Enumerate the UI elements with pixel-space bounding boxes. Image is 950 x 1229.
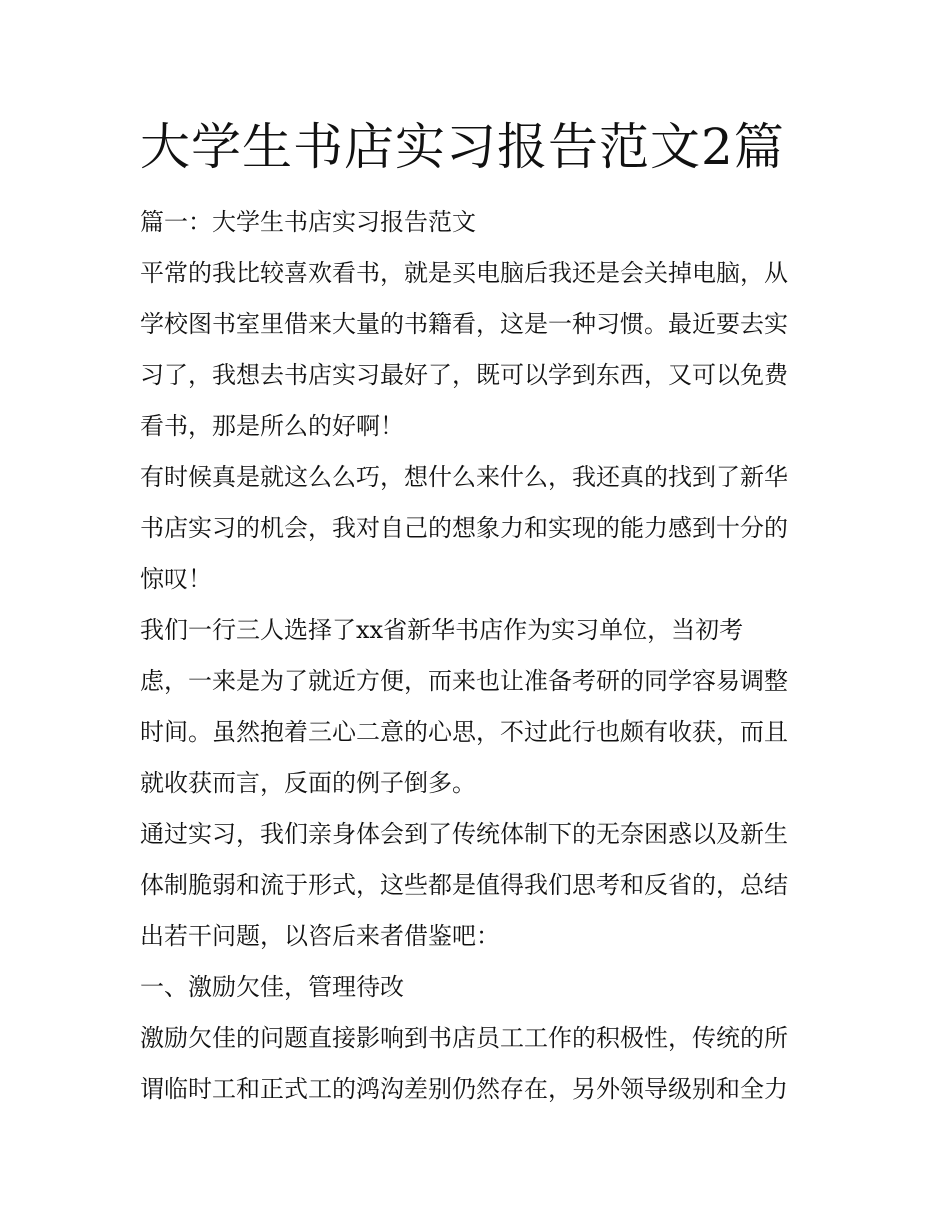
- document-title: 大学生书店实习报告范文2篇: [140, 118, 785, 176]
- body-line: 虑，一来是为了就近方便，而来也让准备考研的同学容易调整: [140, 667, 788, 695]
- body-line: 平常的我比较喜欢看书，就是买电脑后我还是会关掉电脑，从: [140, 259, 788, 287]
- subsection-heading: 一、激励欠佳，管理待改: [140, 973, 404, 1001]
- body-line: 学校图书室里借来大量的书籍看，这是一种习惯。最近要去实: [140, 310, 788, 338]
- body-line: 激励欠佳的问题直接影响到书店员工工作的积极性，传统的所: [140, 1024, 788, 1052]
- body-line: 看书，那是所么的好啊！: [140, 412, 404, 440]
- document-body: [140, 197, 830, 1115]
- body-line: 书店实习的机会，我对自己的想象力和实现的能力感到十分的: [140, 514, 788, 542]
- body-line: 就收获而言，反面的例子倒多。: [140, 769, 476, 797]
- section-heading: 篇一：大学生书店实习报告范文: [140, 208, 476, 236]
- body-line: 我们一行三人选择了xx省新华书店作为实习单位，当初考: [140, 616, 744, 644]
- body-line: 时间。虽然抱着三心二意的心思，不过此行也颇有收获，而且: [140, 718, 788, 746]
- body-line: 惊叹！: [140, 565, 212, 593]
- body-line: 有时候真是就这么么巧，想什么来什么，我还真的找到了新华: [140, 463, 788, 491]
- body-line: 体制脆弱和流于形式，这些都是值得我们思考和反省的，总结: [140, 871, 788, 899]
- body-line: 习了，我想去书店实习最好了，既可以学到东西，又可以免费: [140, 361, 788, 389]
- body-line: 出若干问题，以咨后来者借鉴吧：: [140, 922, 500, 950]
- body-line: 谓临时工和正式工的鸿沟差别仍然存在，另外领导级别和全力: [140, 1075, 788, 1103]
- body-line: 通过实习，我们亲身体会到了传统体制下的无奈困惑以及新生: [140, 820, 788, 848]
